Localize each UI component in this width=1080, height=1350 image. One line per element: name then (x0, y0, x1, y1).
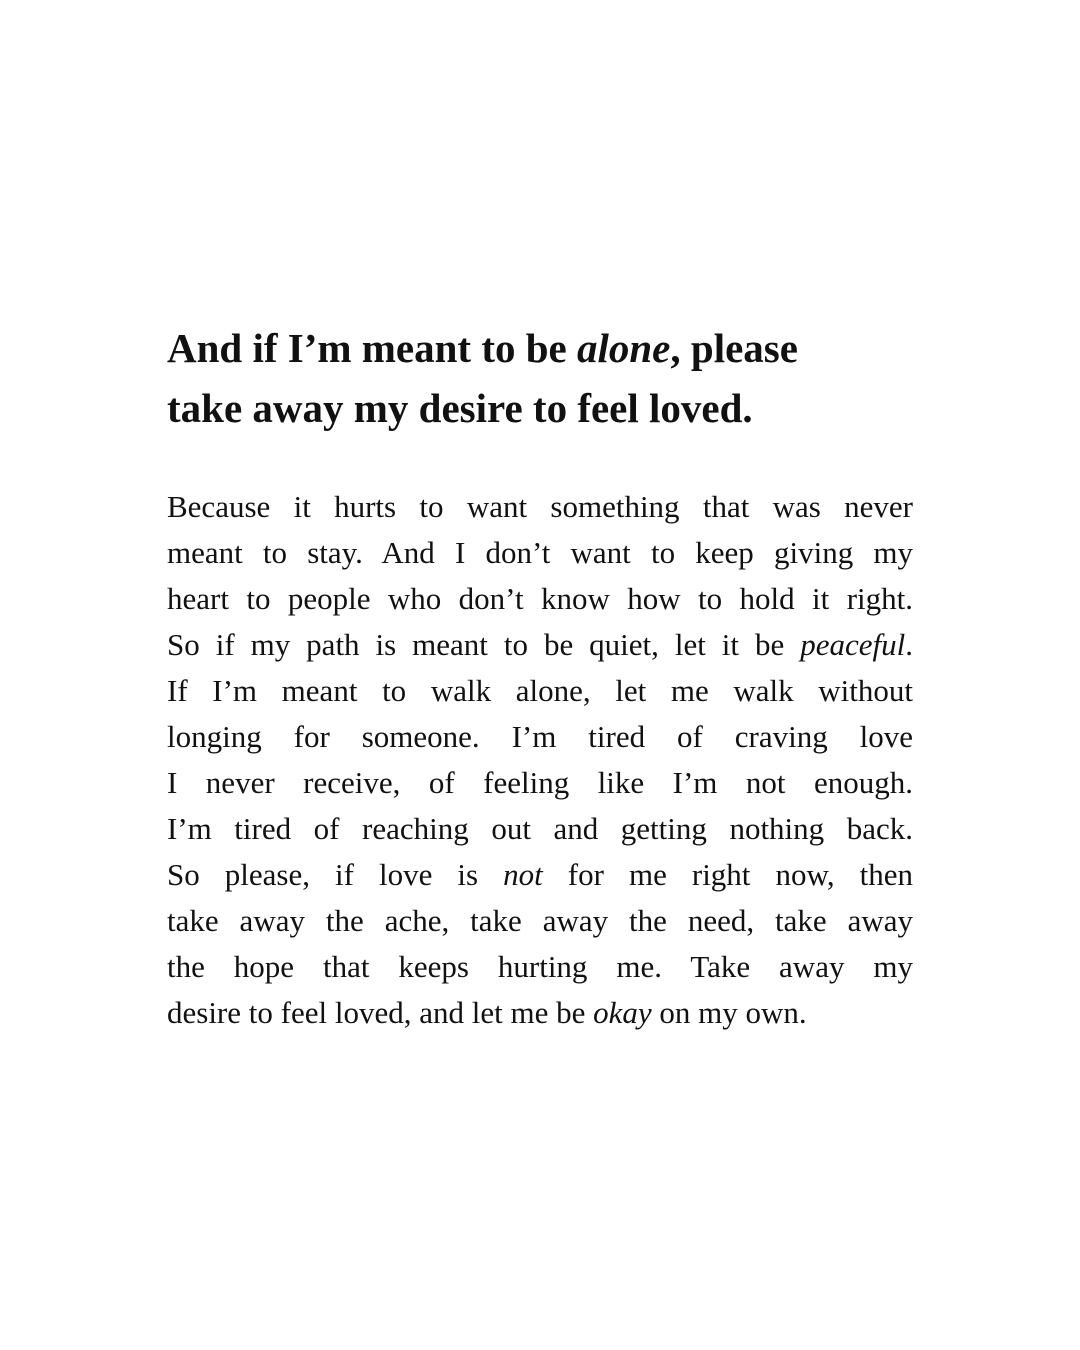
body-line: If I’m meant to walk alone, let me walk without (167, 673, 913, 708)
body-line: meant to stay. And I don’t want to keep giving my (167, 535, 913, 570)
body-line: longing for someone. I’m tired of craving love (167, 719, 913, 754)
body-line: I never receive, of feeling like I’m not enough. (167, 765, 913, 800)
body-line: So if my path is meant to be quiet, let it be peaceful. (167, 627, 913, 662)
body-paragraph (167, 484, 913, 1036)
body-line: take away the ache, take away the need, take away (167, 903, 913, 938)
body-line: I’m tired of reaching out and getting nothing back. (167, 811, 913, 846)
body-line: the hope that keeps hurting me. Take away my (167, 949, 913, 984)
title-line: And if I’m meant to be alone, please (167, 325, 798, 371)
body-line: desire to feel loved, and let me be okay on my own. (167, 995, 807, 1030)
emphasis: peaceful (800, 627, 906, 662)
body-line: heart to people who don’t know how to hold it right. (167, 581, 913, 616)
emphasis: alone (576, 325, 671, 371)
title-line: take away my desire to feel loved. (167, 385, 753, 431)
body-line: Because it hurts to want something that was never (167, 489, 913, 524)
emphasis: not (503, 857, 543, 892)
emphasis: okay (593, 995, 652, 1030)
page-title (167, 318, 927, 438)
body-line: So please, if love is not for me right now, then (167, 857, 913, 892)
